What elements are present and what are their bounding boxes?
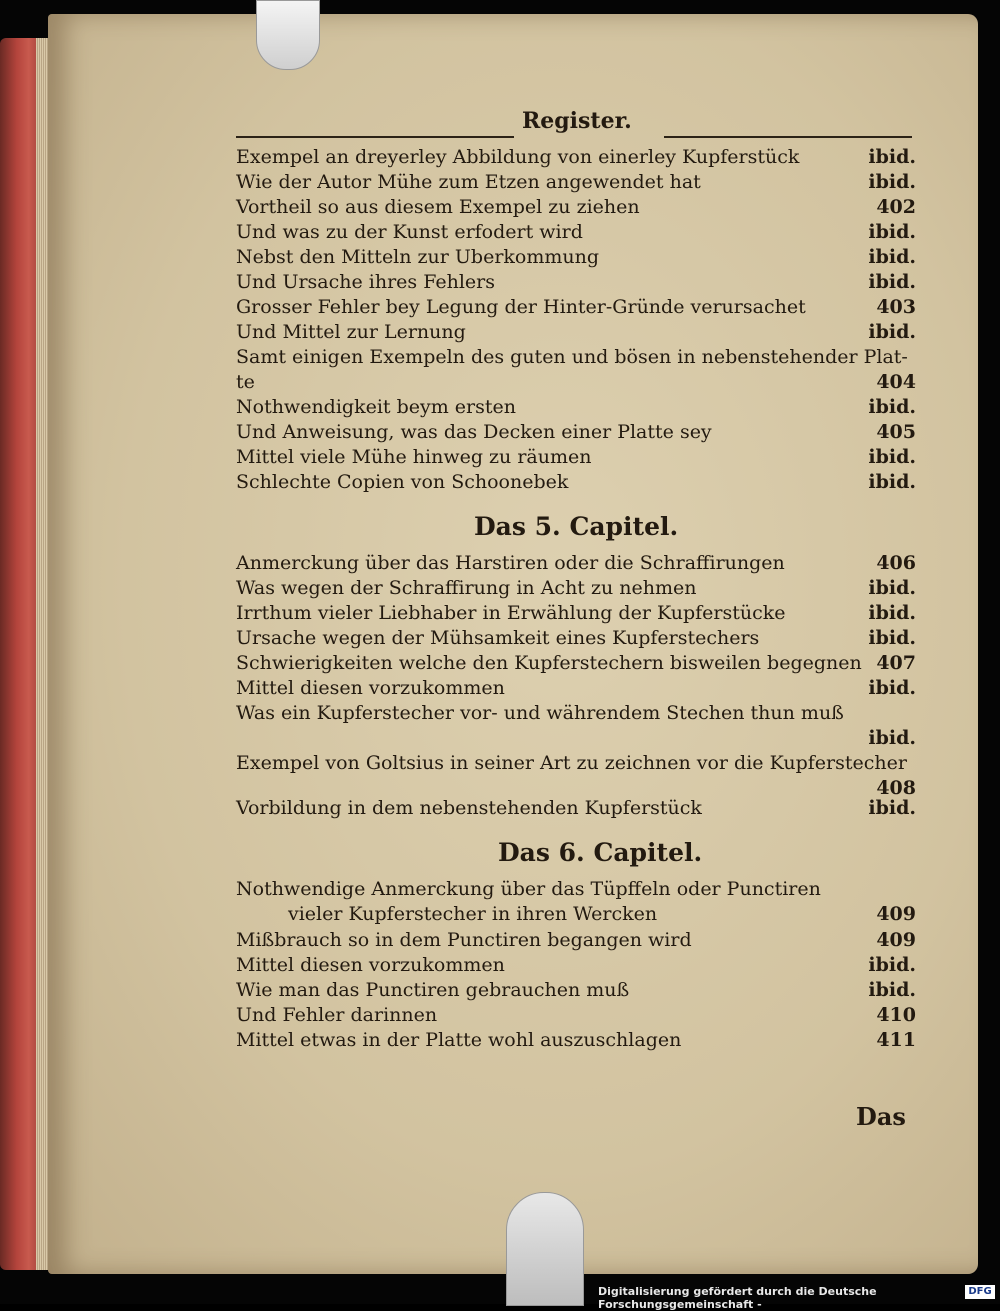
index-entry <box>236 954 916 980</box>
entry-text: Vorbildung in dem nebenstehenden Kupferstück <box>236 797 702 819</box>
entry-text: Nebst den Mitteln zur Uberkommung <box>236 246 600 268</box>
entry-page: ibid. <box>868 246 916 268</box>
index-entry <box>236 727 916 753</box>
index-entry <box>236 321 916 347</box>
index-entry <box>236 552 916 578</box>
entry-page: 404 <box>876 371 916 393</box>
index-entry <box>236 346 916 372</box>
entry-page: 403 <box>876 296 916 318</box>
entry-text: Und was zu der Kunst erfodert wird <box>236 221 583 243</box>
entry-text: Und Fehler darinnen <box>236 1004 438 1026</box>
index-entry <box>236 146 916 172</box>
entry-text: Ursache wegen der Mühsamkeit eines Kupferstechers <box>236 627 760 649</box>
entry-text: te <box>236 371 255 393</box>
index-entry <box>236 396 916 422</box>
index-entry <box>236 221 916 247</box>
entry-text: Und Ursache ihres Fehlers <box>236 271 495 293</box>
entry-page: 407 <box>876 652 916 674</box>
entry-text: Anmerckung über das Harstiren oder die Schraffirungen <box>236 552 785 574</box>
entry-page: ibid. <box>868 146 916 168</box>
index-entry <box>236 602 916 628</box>
entry-page: ibid. <box>868 954 916 976</box>
entry-page: ibid. <box>868 396 916 418</box>
entry-text: Irrthum vieler Liebhaber in Erwählung der Kupferstücke <box>236 602 786 624</box>
footer-credit: Digitalisierung gefördert durch die Deutsche Forschungsgemeinschaft - <box>598 1285 877 1311</box>
entry-page: 409 <box>876 903 916 925</box>
chapter-heading: Das 6. Capitel. <box>498 838 703 867</box>
bottom-page-clip <box>506 1192 584 1306</box>
entry-text: Wie der Autor Mühe zum Etzen angewendet hat <box>236 171 701 193</box>
dfg-logo: DFG <box>965 1285 995 1299</box>
entry-text: Was wegen der Schraffirung in Acht zu nehmen <box>236 577 697 599</box>
index-entry <box>236 979 916 1005</box>
index-entry <box>236 752 916 778</box>
page-edges <box>36 38 48 1270</box>
index-entry <box>236 421 916 447</box>
book-edge <box>0 38 48 1270</box>
index-entry <box>236 171 916 197</box>
entry-text: Schlechte Copien von Schoonebek <box>236 471 569 493</box>
entry-text: Und Mittel zur Lernung <box>236 321 466 343</box>
entry-text: Schwierigkeiten welche den Kupferstechern bisweilen begegnen <box>236 652 862 674</box>
entry-page: ibid. <box>868 727 916 749</box>
entry-page: ibid. <box>868 321 916 343</box>
entry-text: Was ein Kupferstecher vor- und währendem Stechen thun muß <box>236 702 844 724</box>
entry-text: Nothwendigkeit beym ersten <box>236 396 516 418</box>
entry-page: ibid. <box>868 677 916 699</box>
entry-text: Mittel etwas in der Platte wohl auszuschlagen <box>236 1029 682 1051</box>
index-entry <box>236 702 916 728</box>
entry-page: ibid. <box>868 627 916 649</box>
index-entry <box>236 1029 916 1055</box>
index-entry <box>236 903 916 929</box>
entry-page: ibid. <box>868 271 916 293</box>
entry-page: 411 <box>876 1029 916 1051</box>
entry-text: Mittel diesen vorzukommen <box>236 954 505 976</box>
index-entry <box>236 446 916 472</box>
entry-text: Exempel an dreyerley Abbildung von einerley Kupferstück <box>236 146 800 168</box>
entry-page: 408 <box>876 777 916 799</box>
entry-page: 405 <box>876 421 916 443</box>
entry-page: ibid. <box>868 602 916 624</box>
entry-text: Exempel von Goltsius in seiner Art zu zeichnen vor die Kupferstecher <box>236 752 907 774</box>
index-entry <box>236 627 916 653</box>
entry-page: ibid. <box>868 979 916 1001</box>
entry-text: Nothwendige Anmerckung über das Tüpffeln oder Punctiren <box>236 878 821 900</box>
index-entry <box>236 1004 916 1030</box>
index-entry <box>236 471 916 497</box>
entry-text: vieler Kupferstecher in ihren Wercken <box>288 903 658 925</box>
chapter-heading: Das 5. Capitel. <box>474 512 679 541</box>
entry-text: Wie man das Punctiren gebrauchen muß <box>236 979 630 1001</box>
entry-text: Mittel diesen vorzukommen <box>236 677 505 699</box>
entry-page: 410 <box>876 1004 916 1026</box>
entry-text: Grosser Fehler bey Legung der Hinter-Gründe verursachet <box>236 296 806 318</box>
entry-text: Mißbrauch so in dem Punctiren begangen wird <box>236 929 692 951</box>
entry-page: ibid. <box>868 797 916 819</box>
page-header-title: Register. <box>522 108 632 134</box>
index-entry <box>236 271 916 297</box>
entry-text: Vortheil so aus diesem Exempel zu ziehen <box>236 196 640 218</box>
index-entry <box>236 878 916 904</box>
entry-page: 406 <box>876 552 916 574</box>
catchword: Das <box>856 1102 906 1131</box>
header-rule-right <box>664 136 912 138</box>
index-entry <box>236 371 916 397</box>
entry-text: Und Anweisung, was das Decken einer Platte sey <box>236 421 712 443</box>
index-entry <box>236 652 916 678</box>
index-entry <box>236 677 916 703</box>
index-entry <box>236 577 916 603</box>
index-entry <box>236 246 916 272</box>
entry-page: ibid. <box>868 471 916 493</box>
entry-page: ibid. <box>868 577 916 599</box>
index-entry <box>236 196 916 222</box>
entry-text: Mittel viele Mühe hinweg zu räumen <box>236 446 592 468</box>
entry-page: 409 <box>876 929 916 951</box>
entry-page: ibid. <box>868 221 916 243</box>
top-page-clip <box>256 0 320 70</box>
entry-page: ibid. <box>868 446 916 468</box>
entry-text: Samt einigen Exempeln des guten und bösen in nebenstehender Plat- <box>236 346 908 368</box>
entry-page: ibid. <box>868 171 916 193</box>
header-rule-left <box>236 136 514 138</box>
index-entry <box>236 797 916 823</box>
index-entry <box>236 296 916 322</box>
index-entry <box>236 929 916 955</box>
entry-page: 402 <box>876 196 916 218</box>
